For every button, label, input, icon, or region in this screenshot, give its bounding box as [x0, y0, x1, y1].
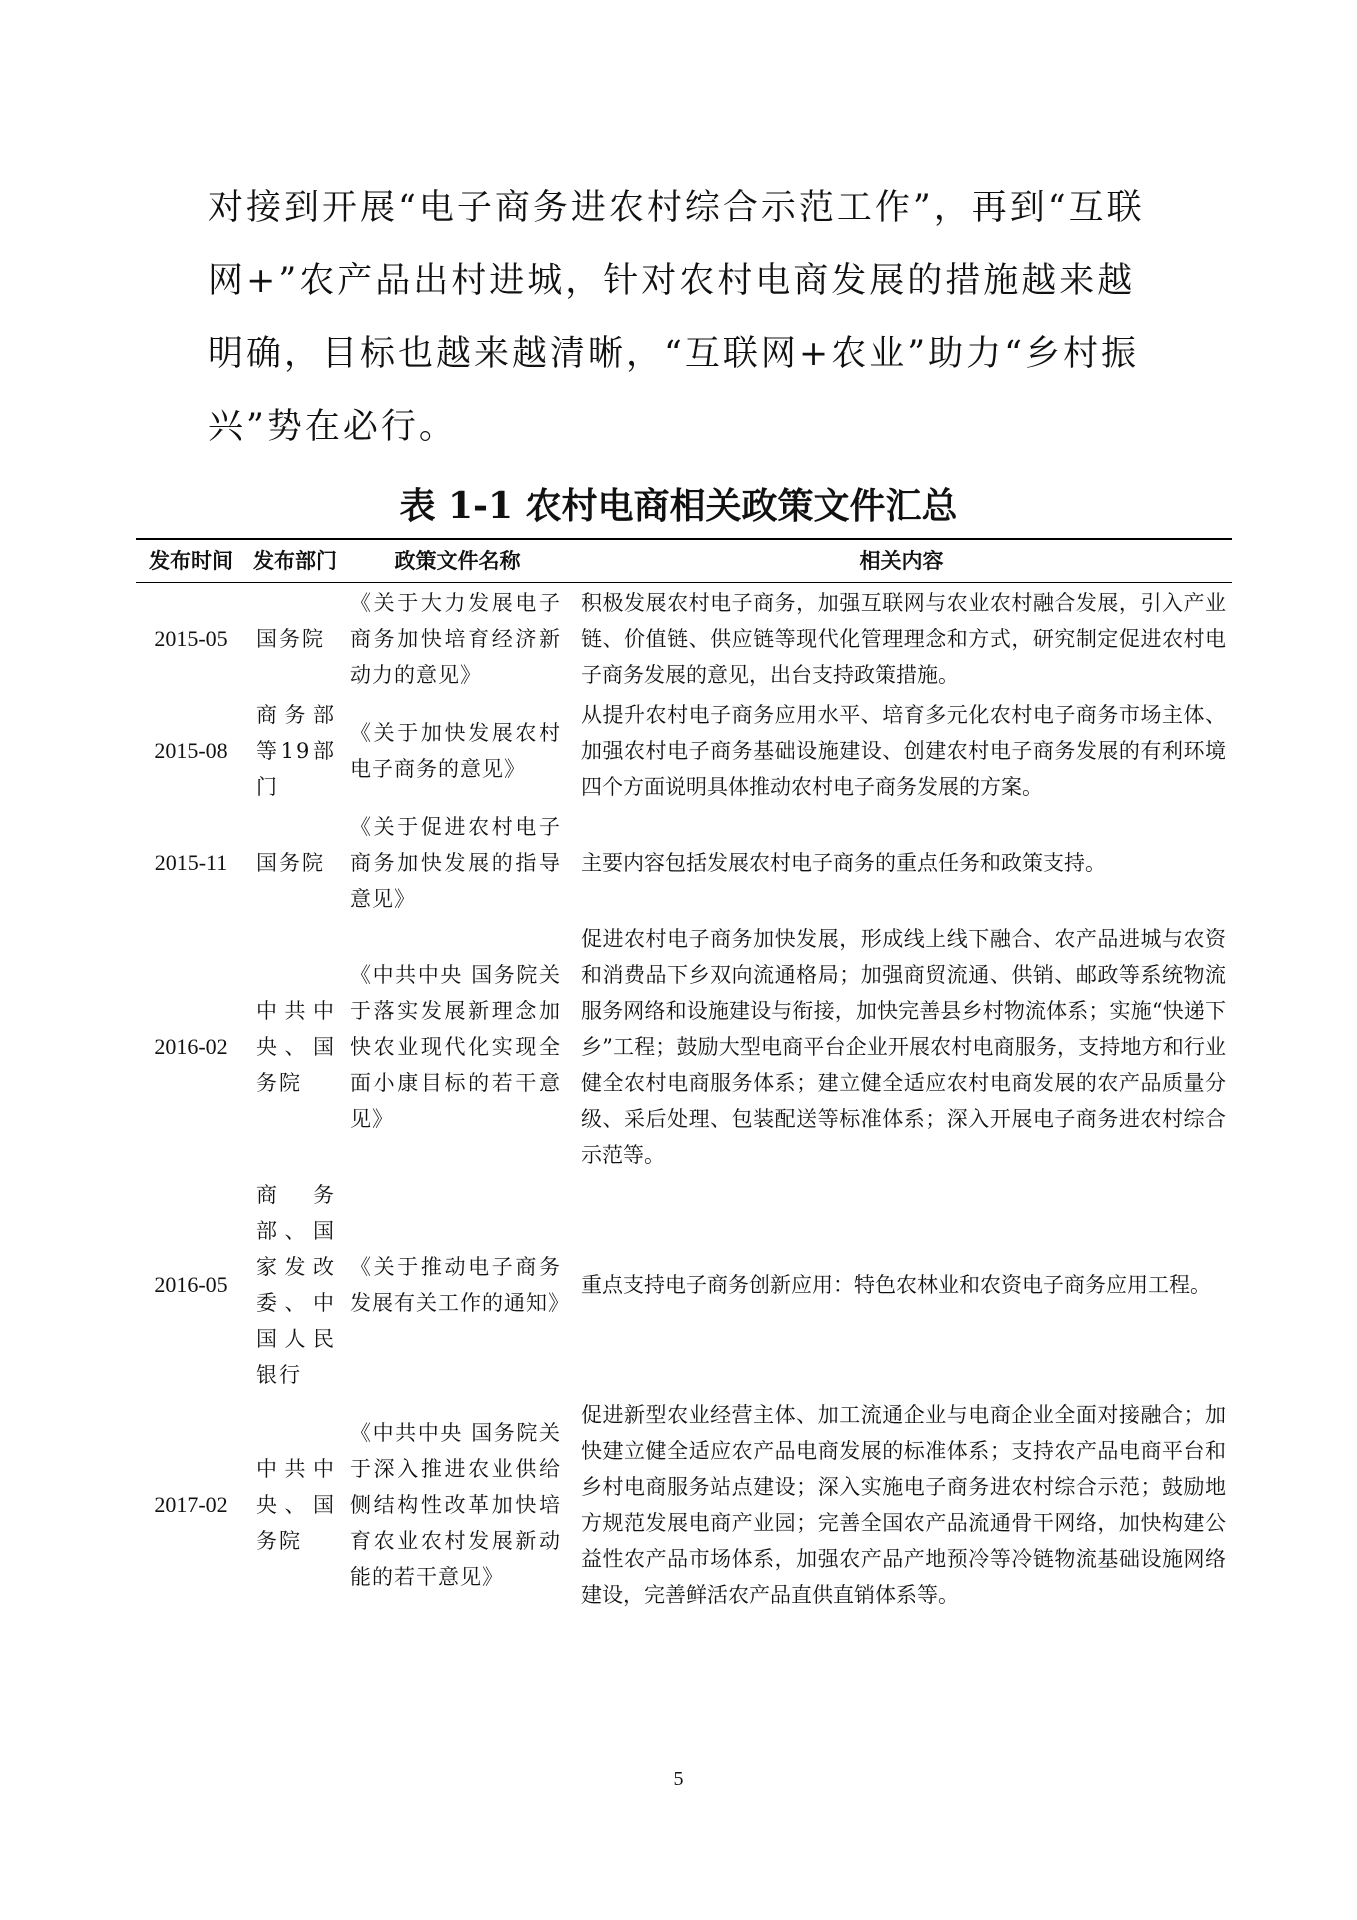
row-policy-name: 《关于大力发展电子商务加快培育经济新动力的意见》: [350, 591, 561, 687]
row-date: 2015-11: [154, 850, 228, 875]
row-content: 积极发展农村电子商务，加强互联网与农业农村融合发展，引入产业链、价值链、供应链等现代化管理理念和方式，研究制定促进农村电子商务发展的意见，出台支持政策措施。: [581, 591, 1226, 687]
header-content: 相关内容: [571, 539, 1232, 583]
table-caption: 表 1-1 农村电商相关政策文件汇总: [399, 485, 958, 527]
table-row: [136, 695, 1232, 807]
row-dept: 国务院: [256, 627, 325, 651]
table-row: [136, 1395, 1232, 1615]
table-header-row: [136, 539, 1232, 583]
row-content: 主要内容包括发展农村电子商务的重点任务和政策支持。: [581, 851, 1106, 875]
table-row: [136, 583, 1232, 696]
row-date: 2016-02: [154, 1034, 228, 1059]
row-date: 2016-05: [154, 1272, 228, 1297]
header-date: 发布时间: [136, 539, 246, 583]
page-number: 5: [673, 1768, 684, 1790]
table-row: [136, 1175, 1232, 1395]
policy-table: [136, 538, 1232, 1615]
row-content: 从提升农村电子商务应用水平、培育多元化农村电子商务市场主体、加强农村电子商务基础设施建设、创建农村电子商务发展的有利环境四个方面说明具体推动农村电子商务发展的方案。: [581, 703, 1226, 799]
row-dept: 商务部等19部门: [256, 703, 336, 799]
row-policy-name: 《关于促进农村电子商务加快发展的指导意见》: [350, 815, 561, 911]
row-policy-name: 《中共中央 国务院关于落实发展新理念加快农业现代化实现全面小康目标的若干意见》: [350, 963, 561, 1131]
row-policy-name: 《关于加快发展农村电子商务的意见》: [350, 721, 561, 781]
body-paragraph: 对接到开展“电子商务进农村综合示范工作”，再到“互联网+”农产品出村进城，针对农村电商发展的措施越来越明确，目标也越来越清晰，“互联网+农业”助力“乡村振兴”势在必行。: [208, 188, 1145, 447]
row-policy-name: 《中共中央 国务院关于深入推进农业供给侧结构性改革加快培育农业农村发展新动能的若干意见》: [350, 1421, 561, 1589]
row-dept: 国务院: [256, 851, 325, 875]
table-row: [136, 919, 1232, 1175]
row-policy-name: 《关于推动电子商务发展有关工作的通知》: [350, 1255, 570, 1315]
row-date: 2015-05: [154, 626, 228, 651]
row-date: 2017-02: [154, 1492, 228, 1517]
table-row: [136, 807, 1232, 919]
row-dept: 中共中央、国务院: [256, 999, 336, 1095]
row-content: 促进新型农业经营主体、加工流通企业与电商企业全面对接融合；加快建立健全适应农产品电商发展的标准体系；支持农产品电商平台和乡村电商服务站点建设；深入实施电子商务进农村综合示范；鼓励地方规范发展电商产业园；完善全国农产品流通骨干网络，加快构建公益性农产品市场体系，加强农产品产地预冷等冷链物流基础设施网络建设，完善鲜活农产品直供直销体系等。: [581, 1403, 1226, 1607]
row-dept: 商务部、国家发改委、中国人民银行: [256, 1183, 336, 1387]
header-dept: 发布部门: [246, 539, 344, 583]
row-content: 促进农村电子商务加快发展，形成线上线下融合、农产品进城与农资和消费品下乡双向流通格局；加强商贸流通、供销、邮政等系统物流服务网络和设施建设与衔接，加快完善县乡村物流体系；实施“快递下乡”工程；鼓励大型电商平台企业开展农村电商服务，支持地方和行业健全农村电商服务体系；建立健全适应农村电商发展的农产品质量分级、采后处理、包装配送等标准体系；深入开展电子商务进农村综合示范等。: [581, 927, 1226, 1167]
row-date: 2015-08: [154, 738, 228, 763]
header-name: 政策文件名称: [344, 539, 571, 583]
row-content: 重点支持电子商务创新应用：特色农林业和农资电子商务应用工程。: [581, 1273, 1211, 1297]
row-dept: 中共中央、国务院: [256, 1457, 336, 1553]
